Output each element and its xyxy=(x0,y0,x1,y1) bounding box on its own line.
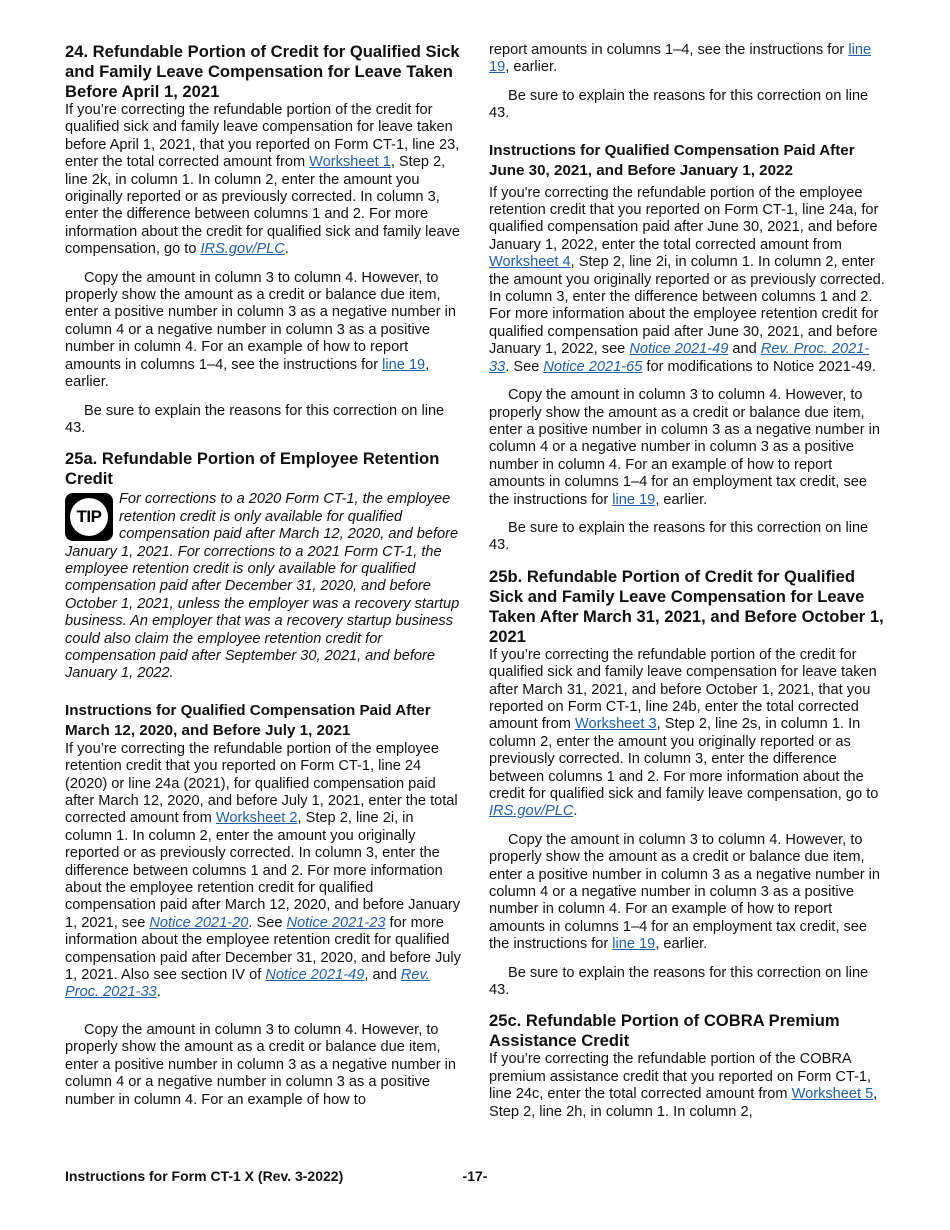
worksheet-3-link[interactable]: Worksheet 3 xyxy=(574,716,657,733)
text-run: . See xyxy=(505,358,544,375)
section-25a-heading: 25a. Refundable Portion of Employee Retention Credit xyxy=(65,449,440,489)
left-column xyxy=(65,42,461,1109)
section-24-paragraph-3: Be sure to explain the reasons for this correction on line 43. xyxy=(65,402,445,436)
section-25b-heading: 25b. Refundable Portion of Credit for Qualified Sick and Family Leave Compensation for Leave Taken After March 31, 2021, and Before October 1, 2021 xyxy=(489,566,884,646)
text-run: , Step 2, line 2k, in column 1. In column 2, enter the amount you originally reported or as previously corrected. In column 3, enter the difference between columns 1 and 2. For more information about the credit for qualified sick and family leave compensation, go to xyxy=(65,154,461,258)
section-24-paragraph-2 xyxy=(65,270,461,392)
section-25b-paragraph-2 xyxy=(489,832,885,954)
text-run: . xyxy=(156,984,161,1001)
instructions-june-paragraph-2 xyxy=(489,387,885,509)
notice-2021-23-link[interactable]: Notice 2021-23 xyxy=(286,914,386,931)
instructions-march-paragraph-2: Copy the amount in column 3 to column 4. However, to properly show the amount as a credit or balance due item, enter a positive number in column 3 as a negative number in column 4 or a negative number in column 3 as a positive number in column 4. For an example of how to xyxy=(65,1021,457,1108)
text-run: , Step 2, line 2i, in column 1. In column 2, enter the amount you originally reported or as previously corrected. In column 3, enter the difference between columns 1 and 2. For more information about the employee retention credit for qualified compensation paid after March 12, 2020, and before January 1, 2021, see xyxy=(65,810,461,931)
text-run: , earlier. xyxy=(65,356,430,391)
text-run: , earlier. xyxy=(655,936,708,953)
text-run: Copy the amount in column 3 to column 4. However, to properly show the amount as a credit or balance due item, enter a positive number in column 3 as a negative number in column 4 or a negative number in column 3 as a positive number in column 4. For an example of how to report amounts in columns 1–4, see the instructions for xyxy=(65,269,457,373)
worksheet-1-link[interactable]: Worksheet 1 xyxy=(309,154,391,171)
tip-icon-label: TIP xyxy=(76,507,102,527)
section-24-heading: 24. Refundable Portion of Credit for Qualified Sick and Family Leave Compensation for Leave Taken Before April 1, 2021 xyxy=(65,42,460,101)
footer-form-title: Instructions for Form CT-1 X (Rev. 3-2022) xyxy=(65,1168,344,1184)
text-run: If you're correcting the refundable portion of the employee retention credit that you reported on Form CT-1, line 24a, for qualified compensation paid after June 30, 2021, and before January 1, 2022, enter the total corrected amount from xyxy=(489,184,879,253)
line-19-link[interactable]: line 19 xyxy=(382,356,426,373)
instructions-june-paragraph-3: Be sure to explain the reasons for this correction on line 43. xyxy=(489,519,869,554)
tip-box xyxy=(65,491,461,682)
section-24-paragraph-1 xyxy=(65,102,461,259)
tip-icon xyxy=(65,493,113,541)
line-19-link[interactable]: line 19 xyxy=(489,42,872,76)
irs-plc-link[interactable]: IRS.gov/PLC xyxy=(489,803,574,820)
text-run: , earlier. xyxy=(655,491,708,508)
text-run: If you’re correcting the refundable portion of the COBRA premium assistance credit that you reported on Form CT-1, line 24c, enter the total corrected amount from xyxy=(489,1051,872,1103)
page-number: -17- xyxy=(462,1168,488,1184)
right-column xyxy=(489,42,885,1121)
tip-text: For corrections to a 2020 Form CT-1, the employee retention credit is only available for qualified compensation paid after March 12, 2020, and before January 1, 2021. For corrections to a 2021 Form CT-1, the employee retention credit is only available for qualified compensation paid after December 31, 2020, and before October 1, 2021, unless the employer was a recovery startup business. An employer that was a recovery startup business could also claim the employee retention credit for compensation paid after September 30, 2021, and before January 1, 2022. xyxy=(65,491,460,682)
line-19-link[interactable]: line 19 xyxy=(612,491,656,508)
text-run: for more information about the employee retention credit for qualified compensation paid after December 31, 2020, and before July 1, 2021. Also see section IV of xyxy=(65,914,461,984)
notice-2021-49-link[interactable]: Notice 2021-49 xyxy=(265,967,365,984)
text-run: and xyxy=(728,341,761,358)
text-run: , earlier. xyxy=(505,59,558,76)
text-run: . xyxy=(573,803,578,820)
section-25b-paragraph-3: Be sure to explain the reasons for this correction on line 43. xyxy=(489,964,869,999)
section-25b-paragraph-1 xyxy=(489,647,885,821)
text-run: If you’re correcting the refundable portion of the employee retention credit that you reported on Form CT-1, line 24 (2020) or line 24a (2021), for qualified compensation paid after March 12, 2020, and before July 1, 2021, enter the total corrected amount from xyxy=(65,740,458,827)
worksheet-4-link[interactable]: Worksheet 4 xyxy=(489,254,571,271)
section-25c-heading: 25c. Refundable Portion of COBRA Premium Assistance Credit xyxy=(489,1011,840,1051)
instructions-march-heading: Instructions for Qualified Compensation Paid After March 12, 2020, and Before July 1, 2021 xyxy=(65,701,431,739)
continued-explain-paragraph: Be sure to explain the reasons for this correction on line 43. xyxy=(489,87,869,122)
worksheet-2-link[interactable]: Worksheet 2 xyxy=(215,810,298,827)
text-run: Copy the amount in column 3 to column 4. However, to properly show the amount as a credit or balance due item, enter a positive number in column 3 as a negative number in column 4 or a negative number in column 3 as a positive number in column 4. For an example of how to report amounts in columns 1–4 for an employment tax credit, see the instructions for xyxy=(489,831,881,953)
text-run: , Step 2, line 2s, in column 1. In column 2, enter the amount you originally reported or as previously corrected. In column 3, enter the difference between columns 1 and 2. For more information about the credit for qualified sick and family leave compensation, go to xyxy=(489,716,879,802)
notice-2021-65-link[interactable]: Notice 2021-65 xyxy=(543,358,643,375)
rev-proc-2021-33-link[interactable]: Rev. Proc. 2021-33 xyxy=(489,341,870,375)
irs-plc-link[interactable]: IRS.gov/PLC xyxy=(200,241,285,258)
worksheet-5-link[interactable]: Worksheet 5 xyxy=(791,1086,874,1103)
text-run: , Step 2, line 2i, in column 1. In column 2, enter the amount you originally reported or as previously corrected. In column 3, enter the difference between columns 1 and 2. For more information about the employee retention credit for qualified compensation paid after June 30, 2021, and before January 1, 2022, see xyxy=(489,254,885,358)
text-run: If you’re correcting the refundable portion of the credit for qualified sick and family leave compensation for leave taken before April 1, 2021, that you reported on Form CT-1, line 23, enter the total corrected amount from xyxy=(65,102,460,171)
notice-2021-20-link[interactable]: Notice 2021-20 xyxy=(149,914,249,931)
line-19-link[interactable]: line 19 xyxy=(612,936,656,953)
text-run: Copy the amount in column 3 to column 4. However, to properly show the amount as a credit or balance due item, enter a positive number in column 3 as a negative number in column 4 or a negative number in column 3 as a positive number in column 4. For an example of how to report amounts in columns 1–4 for an employment tax credit, see the instructions for xyxy=(489,387,881,508)
text-run: for modifications to Notice 2021-49. xyxy=(642,358,876,375)
text-run: , and xyxy=(364,967,401,984)
continued-paragraph xyxy=(489,42,885,77)
text-run: . xyxy=(284,241,289,258)
text-run: report amounts in columns 1–4, see the instructions for xyxy=(489,42,849,58)
instructions-june-paragraph-1 xyxy=(489,185,885,376)
text-run: . See xyxy=(248,914,287,931)
instructions-june-heading: Instructions for Qualified Compensation Paid After June 30, 2021, and Before January 1, 2022 xyxy=(489,141,855,179)
text-run: If you’re correcting the refundable portion of the credit for qualified sick and family leave compensation for leave taken after March 31, 2021, and before October 1, 2021, that you reported on Form CT-1, line 24b, enter the total corrected amount from xyxy=(489,646,877,733)
section-25c-paragraph-1 xyxy=(489,1051,885,1121)
instructions-march-paragraph-1 xyxy=(65,741,461,1002)
notice-2021-49-link[interactable]: Notice 2021-49 xyxy=(629,341,729,358)
text-run: , Step 2, line 2h, in column 1. In column 2, xyxy=(489,1086,878,1120)
rev-proc-2021-33-link[interactable]: Rev. Proc. 2021-33 xyxy=(65,967,430,1001)
